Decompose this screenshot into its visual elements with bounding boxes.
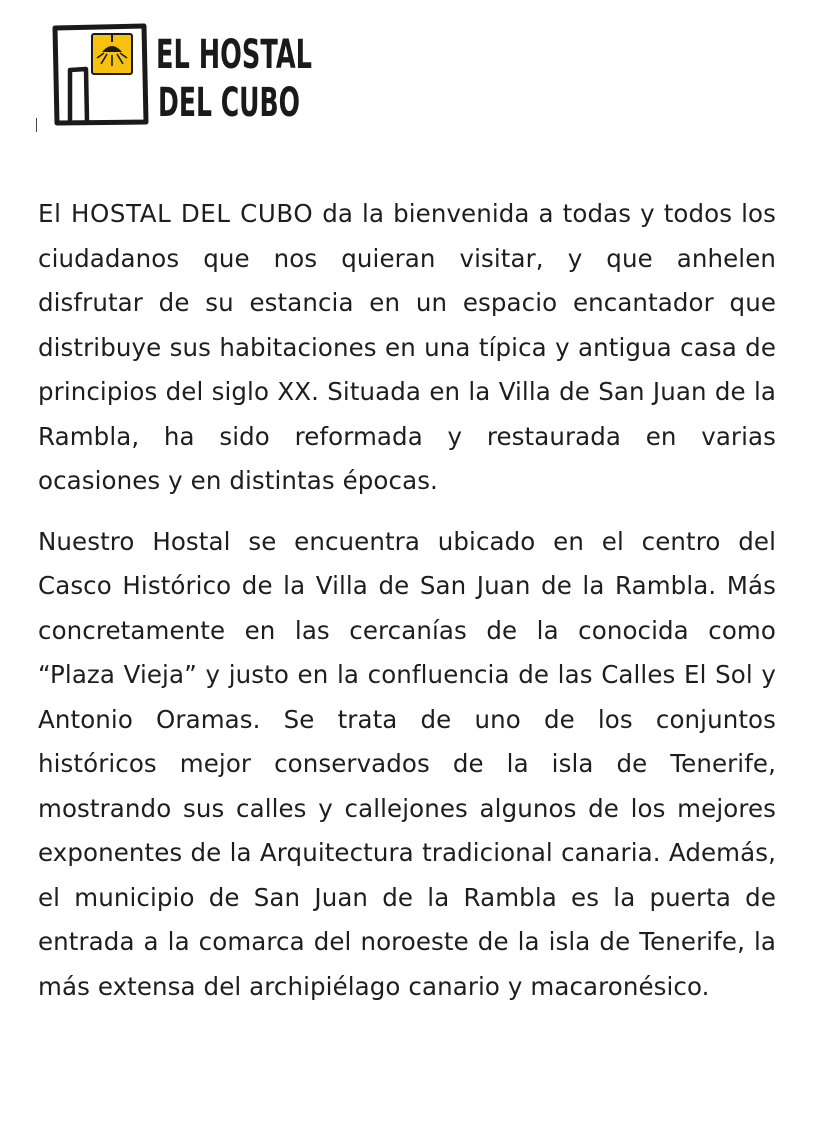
lamp-icon	[92, 34, 132, 74]
brand-name: El HOSTAL DEL CUBO	[38, 199, 314, 228]
logo-line-2: DEL CUBO	[158, 80, 300, 126]
logo-line-1: EL HOSTAL	[156, 32, 312, 78]
hostal-logo	[52, 22, 322, 126]
logo-graphic	[52, 22, 322, 126]
text-cursor	[36, 118, 37, 132]
intro-text: da la bienvenida a todas y todos los ciudadanos que nos quieran visitar, y que anhelen disfrutar de su estancia en un espacio encantador que distribuye sus habitaciones en una típica y antigua casa de principios del siglo XX. Situada en la Villa de San Juan de la Rambla, ha sido reformada y restaurada en varias ocasiones y en distintas épocas.	[38, 199, 776, 495]
location-paragraph: Nuestro Hostal se encuentra ubicado en el centro del Casco Histórico de la Villa de San Juan de la Rambla. Más concretamente en las cercanías de la conocida como “Plaza Vieja” y justo en la confluencia de las Calles El Sol y Antonio Oramas. Se trata de uno de los conjuntos históricos mejor conservados de la isla de Tenerife, mostrando sus calles y callejones algunos de los mejores exponentes de la Arquitectura tradicional canaria. Además, el municipio de San Juan de la Rambla es la puerta de entrada a la comarca del noroeste de la isla de Tenerife, la más extensa del archipiélago canario y macaronésico.	[38, 526, 776, 1001]
main-content	[38, 192, 776, 1025]
intro-paragraph	[38, 192, 776, 504]
